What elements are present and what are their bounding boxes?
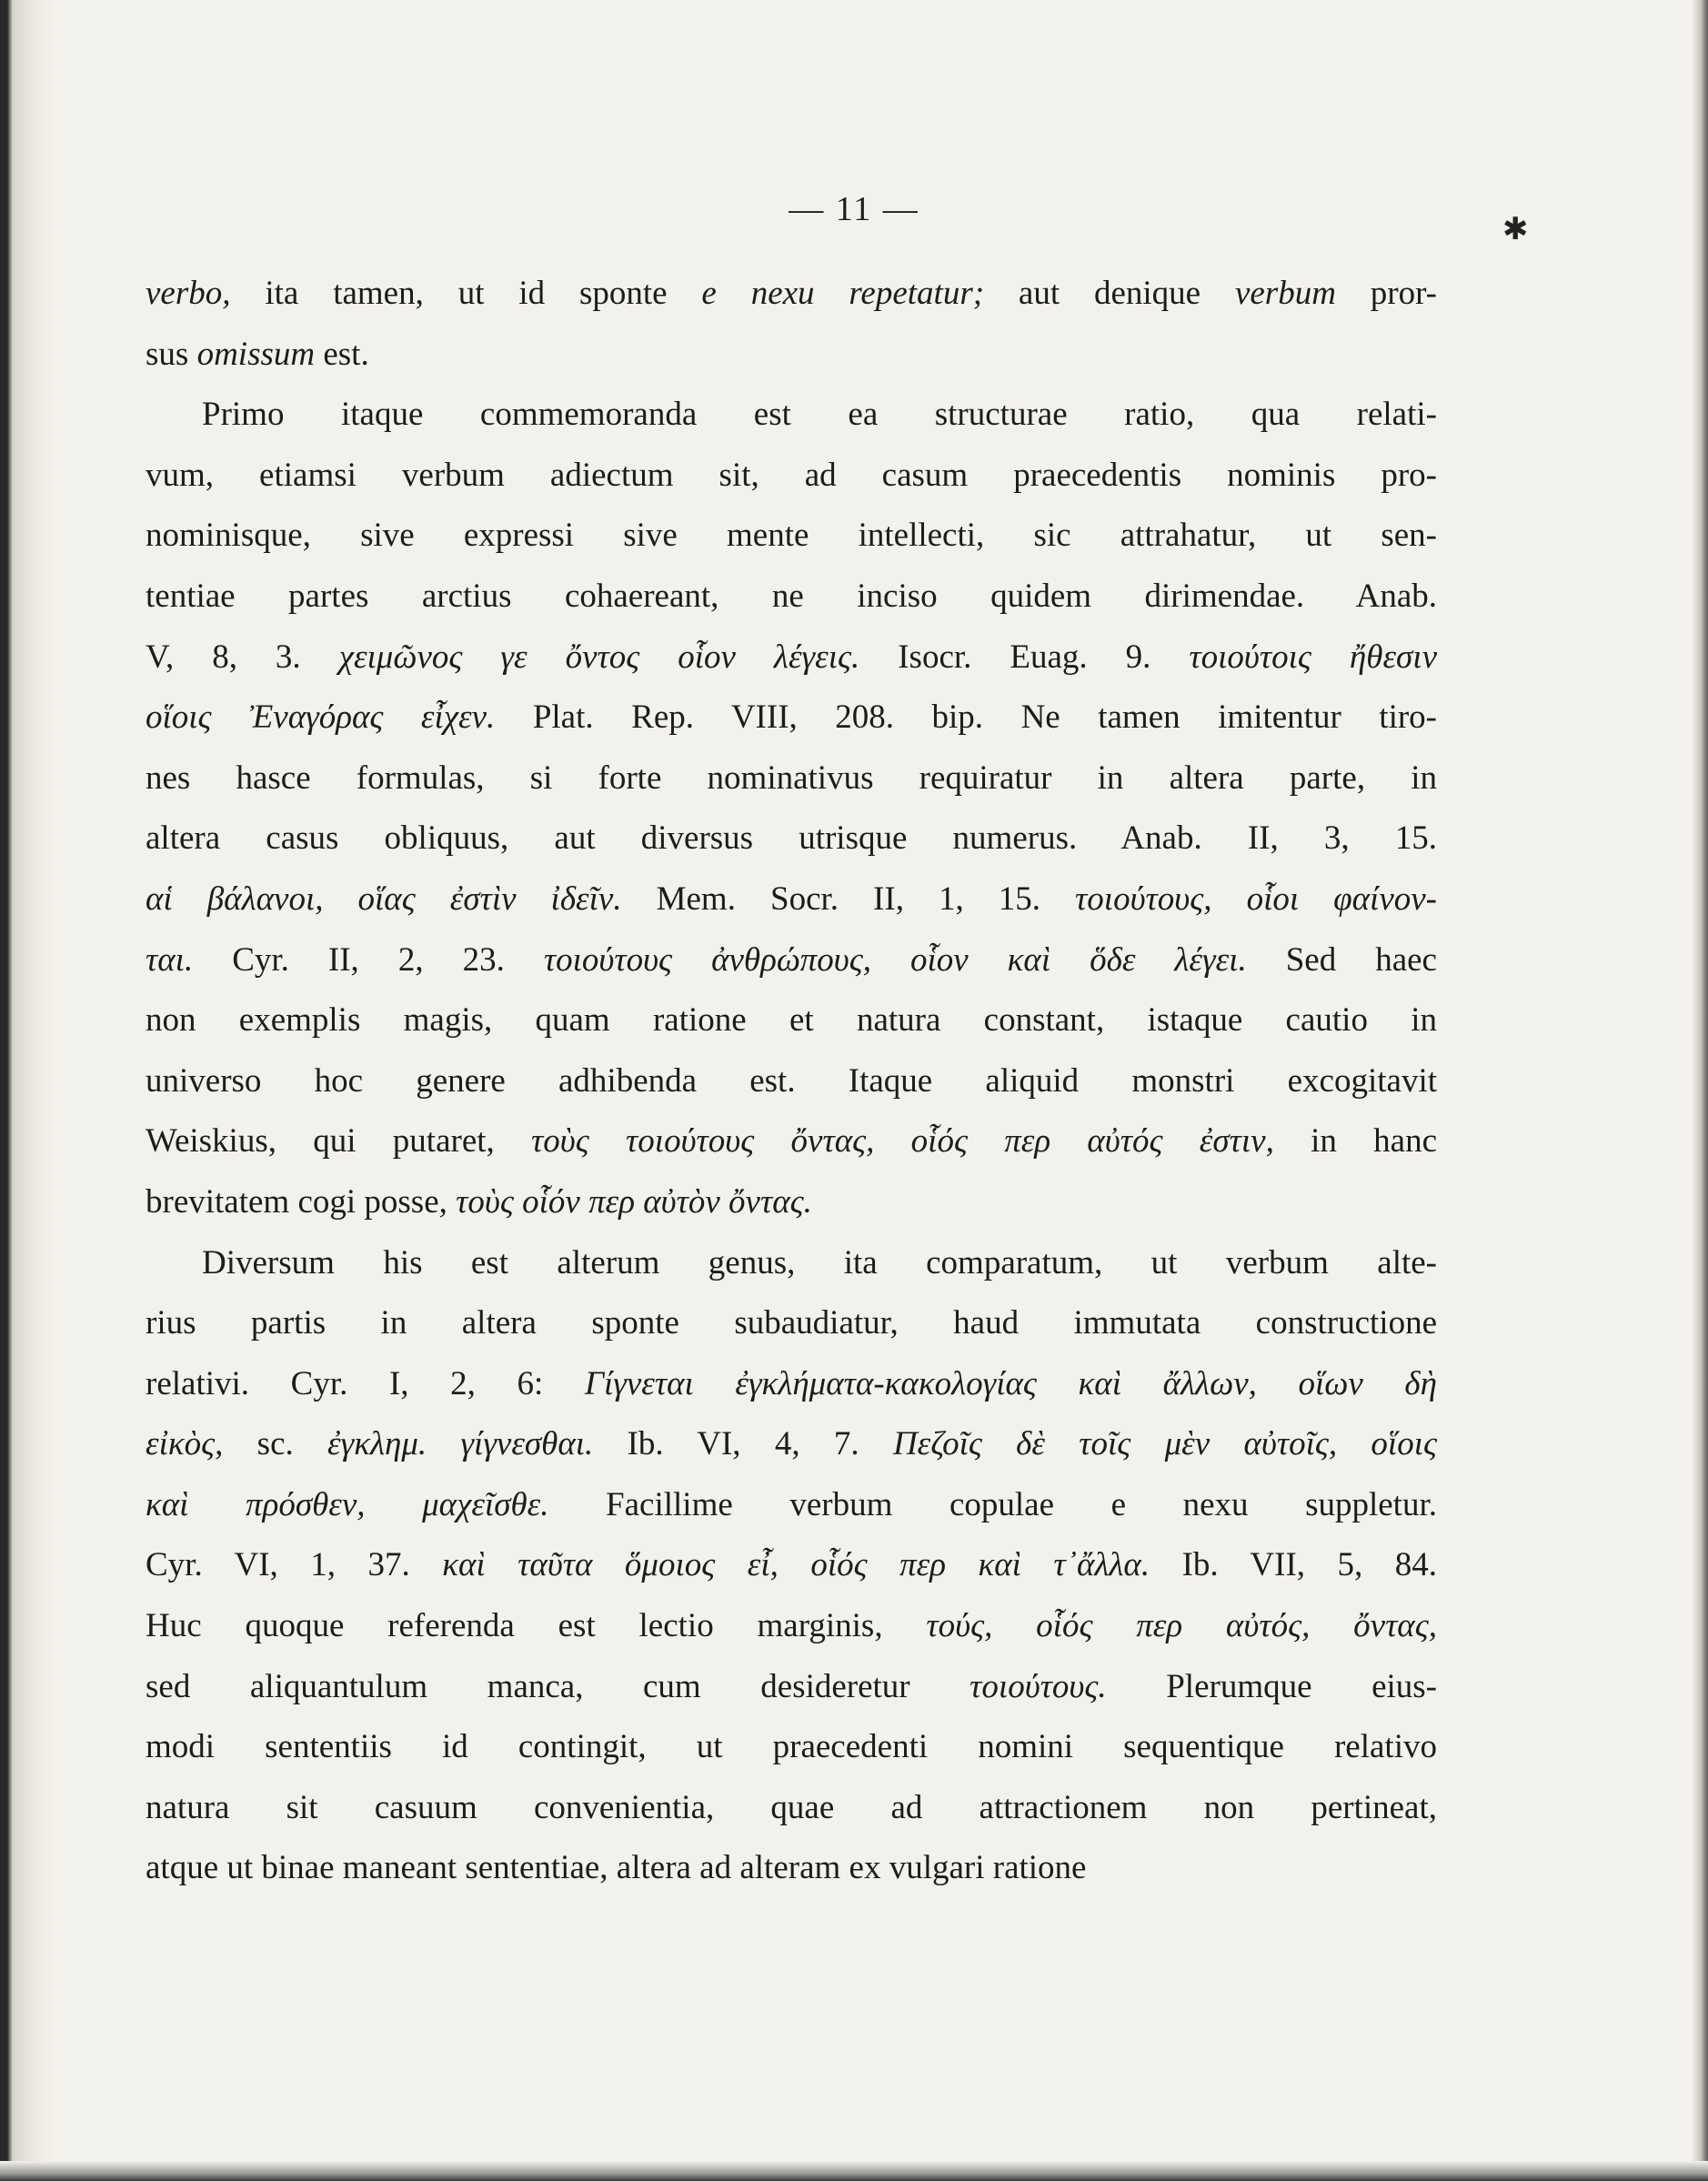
text-line bbox=[146, 446, 1437, 507]
text-segment: Diversum his est alterum genus, ita comparatum, ut verbum alte- bbox=[202, 1243, 1437, 1281]
greek-or-italic-segment: τούς, οἷός περ αὐτός, ὄντας, bbox=[926, 1607, 1437, 1645]
text-line bbox=[146, 506, 1437, 567]
text-segment: ita tamen, ut id sponte bbox=[230, 275, 702, 312]
greek-or-italic-segment: ται. bbox=[146, 940, 194, 979]
text-line bbox=[146, 1778, 1437, 1839]
greek-or-italic-segment: Πεζοῖς δὲ τοῖς μὲν αὐτοῖς, οἵοις bbox=[892, 1425, 1437, 1463]
text-segment: sed aliquantulum manca, cum desideretur bbox=[146, 1667, 970, 1705]
text-line bbox=[146, 1354, 1437, 1415]
text-segment: Cyr. II, 2, 23. bbox=[193, 940, 544, 979]
text-segment: Cyr. VI, 1, 37. bbox=[146, 1546, 443, 1584]
text-segment: brevitatem cogi posse, bbox=[146, 1182, 457, 1221]
text-segment: tentiae partes arctius cohaereant, ne inciso quidem dirimendae. Anab. bbox=[146, 577, 1437, 615]
text-line bbox=[146, 1293, 1437, 1354]
greek-or-italic-segment: verbum bbox=[1234, 275, 1336, 312]
text-segment: in hanc bbox=[1273, 1122, 1438, 1161]
text-segment: sc. bbox=[223, 1425, 328, 1463]
text-segment: Mem. Socr. II, 1, 15. bbox=[621, 879, 1076, 918]
text-segment: nes hasce formulas, si forte nominativus requiratur in altera parte, in bbox=[146, 759, 1437, 797]
text-segment: Ib. VI, 4, 7. bbox=[593, 1425, 893, 1463]
text-segment: Plerumque eius- bbox=[1106, 1667, 1437, 1705]
greek-or-italic-segment: τοὺς τοιούτους ὄντας, οἷός περ αὐτός ἐστιν, bbox=[531, 1122, 1274, 1161]
greek-or-italic-segment: οἵοις Ἐναγόρας εἶχεν. bbox=[146, 699, 496, 737]
greek-or-italic-segment: omissum bbox=[196, 335, 316, 373]
greek-or-italic-segment: Γίγνεται ἐγκλήματα-κακολογίας καὶ ἄλλων, οἵων δὴ bbox=[584, 1364, 1437, 1402]
text-line bbox=[146, 325, 1437, 386]
text-segment: vum, etiamsi verbum adiectum sit, ad casum praecedentis nominis pro- bbox=[146, 456, 1437, 494]
text-segment: Weiskius, qui putaret, bbox=[146, 1122, 532, 1161]
greek-or-italic-segment: τοὺς οἷόν περ αὐτὸν ὄντας. bbox=[456, 1182, 812, 1221]
page-number: — 11 — bbox=[789, 190, 919, 228]
text-segment: modi sententiis id contingit, ut praecedenti nomini sequentique relativo bbox=[146, 1728, 1437, 1766]
text-line bbox=[146, 567, 1437, 628]
text-line bbox=[146, 930, 1437, 991]
text-line bbox=[146, 1657, 1437, 1718]
text-line bbox=[146, 1111, 1437, 1172]
text-segment: Primo itaque commemoranda est ea structurae ratio, qua relati- bbox=[202, 396, 1437, 434]
text-line bbox=[146, 1838, 1437, 1899]
text-line bbox=[146, 869, 1437, 930]
text-line bbox=[146, 749, 1437, 809]
text-line bbox=[146, 1414, 1437, 1475]
greek-or-italic-segment: ἐγκλημ. γίγνεσθαι. bbox=[327, 1425, 594, 1463]
text-line bbox=[146, 990, 1437, 1051]
text-line bbox=[146, 688, 1437, 749]
greek-or-italic-segment: καὶ πρόσθεν, μαχεῖσθε. bbox=[146, 1485, 549, 1523]
text-line bbox=[146, 1596, 1437, 1657]
corner-mark: ✱ bbox=[1502, 211, 1529, 247]
text-segment: Sed haec bbox=[1246, 940, 1437, 979]
body-text bbox=[146, 264, 1437, 1899]
text-segment: atque ut binae maneant sententiae, altera ad alteram ex vulgari ratione bbox=[146, 1849, 1087, 1887]
paragraph bbox=[146, 385, 1437, 1232]
greek-or-italic-segment: e nexu repetatur; bbox=[701, 275, 985, 312]
greek-or-italic-segment: εἰκὸς, bbox=[146, 1425, 224, 1463]
text-segment: relativi. Cyr. I, 2, 6: bbox=[146, 1364, 585, 1402]
greek-or-italic-segment: αἱ βάλανοι, οἵας ἐστὶν ἰδεῖν. bbox=[146, 879, 622, 918]
text-segment: aut denique bbox=[984, 275, 1235, 312]
text-segment: Facillime verbum copulae e nexu suppletur. bbox=[548, 1485, 1437, 1523]
greek-or-italic-segment: καὶ ταῦτα ὅμοιος εἶ, οἷός περ καὶ τ᾽ἄλλα. bbox=[442, 1546, 1150, 1584]
text-segment: Isocr. Euag. 9. bbox=[859, 638, 1190, 676]
text-segment: Ib. VII, 5, 84. bbox=[1150, 1546, 1437, 1584]
text-segment: V, 8, 3. bbox=[146, 638, 339, 676]
text-line bbox=[146, 809, 1437, 869]
text-segment: sus bbox=[146, 335, 197, 373]
text-line bbox=[146, 1535, 1437, 1596]
text-segment: non exemplis magis, quam ratione et natura constant, istaque cautio in bbox=[146, 1001, 1437, 1040]
text-line bbox=[146, 1051, 1437, 1112]
text-line bbox=[146, 264, 1437, 325]
text-segment: nominisque, sive expressi sive mente intellecti, sic attrahatur, ut sen- bbox=[146, 517, 1437, 555]
page-bottom-edge bbox=[0, 2161, 1708, 2181]
text-segment: natura sit casuum convenientia, quae ad attractionem non pertineat, bbox=[146, 1788, 1437, 1826]
text-segment: Plat. Rep. VIII, 208. bip. Ne tamen imitentur tiro- bbox=[495, 699, 1437, 737]
text-segment: pror- bbox=[1335, 275, 1437, 312]
page-left-edge bbox=[0, 0, 55, 2181]
text-segment: Huc quoque referenda est lectio marginis, bbox=[146, 1607, 927, 1645]
text-line bbox=[146, 1717, 1437, 1778]
text-line bbox=[146, 385, 1437, 446]
text-line bbox=[146, 1172, 1437, 1233]
greek-or-italic-segment: τοιούτους ἀνθρώπους, οἷον καὶ ὅδε λέγει. bbox=[543, 940, 1247, 979]
greek-or-italic-segment: τοιούτοις ἤθεσιν bbox=[1189, 638, 1437, 676]
greek-or-italic-segment: χειμῶνος γε ὄντος οἷον λέγεις. bbox=[338, 638, 860, 676]
page-right-edge bbox=[1692, 0, 1708, 2181]
greek-or-italic-segment: τοιούτους, οἷοι φαίνον- bbox=[1075, 879, 1437, 918]
greek-or-italic-segment: τοιούτους. bbox=[970, 1667, 1107, 1705]
text-line bbox=[146, 1475, 1437, 1536]
text-line bbox=[146, 628, 1437, 688]
text-segment: universo hoc genere adhibenda est. Itaque aliquid monstri excogitavit bbox=[146, 1061, 1437, 1100]
paragraph bbox=[146, 264, 1437, 385]
greek-or-italic-segment: verbo, bbox=[146, 275, 231, 312]
text-segment: est. bbox=[315, 335, 369, 373]
text-line bbox=[146, 1233, 1437, 1294]
text-segment: rius partis in altera sponte subaudiatur, haud immutata constructione bbox=[146, 1304, 1437, 1342]
text-segment: altera casus obliquus, aut diversus utrisque numerus. Anab. II, 3, 15. bbox=[146, 819, 1437, 858]
paragraph bbox=[146, 1233, 1437, 1900]
